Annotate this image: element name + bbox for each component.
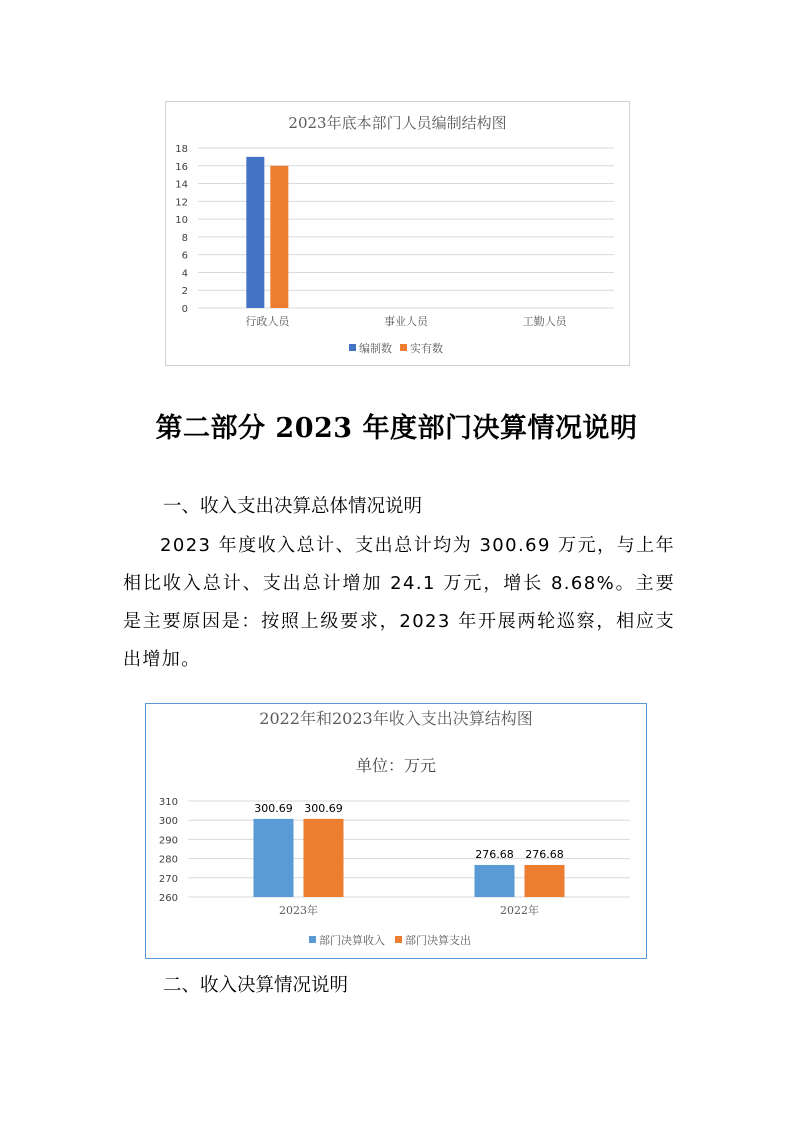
y-tick-label: 310 — [158, 797, 178, 808]
chart-title: 2023年底本部门人员编制结构图 — [288, 114, 507, 132]
x-category-label: 事业人员 — [384, 315, 428, 328]
section1-title: 一、收入支出决算总体情况说明 — [163, 496, 423, 517]
x-category-label: 2023年 — [279, 904, 318, 917]
legend-swatch — [400, 344, 407, 351]
y-tick-label: 260 — [158, 893, 178, 904]
bar-b — [525, 865, 565, 897]
section1-body: 2023 年度收入总计、支出总计均为 300.69 万元，与上年相比收入总计、支出总计增加 24.1 万元，增长 8.68%。主要是主要原因是：按照上级要求，2023 年开展两轮巡察，相应支出增加。 — [123, 535, 675, 670]
income-expense-chart — [145, 703, 647, 959]
data-label: 300.69 — [304, 801, 343, 815]
y-tick-label: 280 — [158, 854, 178, 866]
legend-label: 部门决算收入 — [319, 934, 385, 947]
legend-swatch — [309, 936, 316, 943]
y-tick-label: 16 — [175, 161, 188, 173]
x-category-label: 行政人员 — [245, 315, 290, 328]
y-tick-label: 4 — [181, 268, 188, 280]
data-label: 276.68 — [475, 847, 514, 861]
staff-structure-chart-svg — [166, 102, 629, 365]
y-tick-label: 12 — [175, 197, 188, 209]
data-label: 276.68 — [525, 847, 564, 861]
legend-swatch — [349, 344, 356, 351]
y-tick-label: 270 — [158, 873, 178, 885]
y-tick-label: 14 — [175, 179, 188, 191]
bar-b — [304, 819, 344, 897]
section2-title: 二、收入决算情况说明 — [163, 975, 349, 996]
y-tick-label: 8 — [181, 232, 188, 244]
chart-subtitle: 单位：万元 — [355, 756, 437, 775]
part-title: 第二部分 2023 年度部门决算情况说明 — [155, 413, 638, 444]
bar-a — [254, 819, 294, 897]
staff-structure-chart — [165, 101, 630, 366]
legend-label: 部门决算支出 — [405, 934, 471, 947]
income-expense-chart-svg — [146, 704, 646, 958]
legend-swatch — [395, 936, 402, 943]
y-tick-label: 2 — [181, 286, 188, 298]
y-tick-label: 6 — [181, 250, 188, 262]
y-tick-label: 18 — [175, 144, 188, 155]
chart-title: 2022年和2023年收入支出决算结构图 — [259, 709, 533, 728]
bar-a — [475, 865, 515, 897]
legend-label: 实有数 — [410, 342, 443, 355]
legend-label: 编制数 — [359, 342, 392, 355]
y-tick-label: 300 — [158, 816, 178, 828]
y-tick-label: 10 — [175, 215, 188, 227]
y-tick-label: 290 — [158, 835, 178, 847]
data-label: 300.69 — [254, 801, 293, 815]
y-tick-label: 0 — [181, 304, 188, 315]
x-category-label: 2022年 — [500, 904, 539, 917]
bar-b — [270, 166, 288, 308]
bar-a — [246, 157, 264, 308]
x-category-label: 工勤人员 — [522, 315, 567, 328]
